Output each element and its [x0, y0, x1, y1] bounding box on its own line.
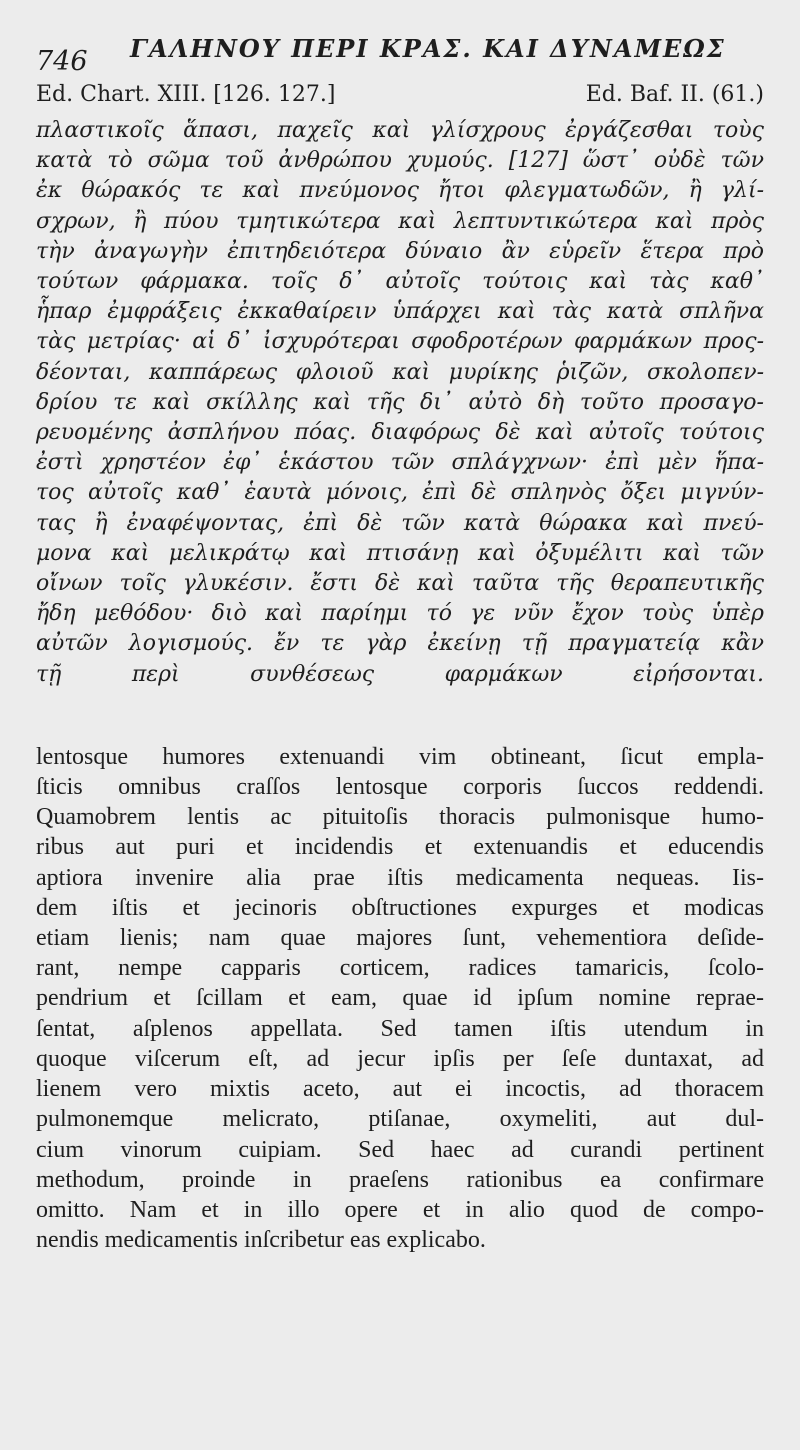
latin-text-line: etiam lienis; nam quae majores ſunt, vehementiora deſide-: [36, 925, 764, 952]
latin-text-line: ſticis omnibus craſſos lentosque corporis ſuccos reddendi.: [36, 774, 764, 801]
latin-text-line: aptiora invenire alia prae iſtis medicamenta nequeas. Iis-: [36, 864, 764, 891]
greek-text-line: ρευομένης ἀσπλήνου πόας. διαφόρως δὲ καὶ αὐτοῖς τούτοις: [36, 420, 764, 446]
greek-text-line: πλαστικοῖς ἅπασι, παχεῖς καὶ γλίσχρους ἐργάζεσθαι τοὺς: [36, 118, 764, 143]
edition-references: [36, 82, 764, 112]
greek-text-line: ἧπαρ ἐμφράξεις ἐκκαθαίρειν ὑπάρχει καὶ τὰς κατὰ σπλῆνα: [36, 299, 764, 325]
greek-text-line: τος αὐτοῖς καθ᾽ ἑαυτὰ μόνοις, ἐπὶ δὲ σπληνὸς ὄξει μιγνύν-: [36, 480, 764, 506]
greek-text-line: κατὰ τὸ σῶμα τοῦ ἀνθρώπου χυμούς. [127] ὥστ᾽ οὐδὲ τῶν: [36, 148, 764, 174]
greek-text-line: ἤδη μεθόδου· διὸ καὶ παρίημι τό γε νῦν ἔχον τοὺς ὑπὲρ: [36, 601, 764, 627]
greek-text-line: τας ἢ ἐναφέψοντας, ἐπὶ δὲ τῶν κατὰ θώρακα καὶ πνεύ-: [36, 510, 764, 536]
latin-text-line: omitto. Nam et in illo opere et in alio quod de compo-: [36, 1196, 764, 1223]
greek-text-line: τῇ περὶ συνθέσεως φαρμάκων εἰρήσονται.: [36, 661, 764, 687]
latin-text-line: ſentat, aſplenos appellata. Sed tamen iſtis utendum in: [36, 1015, 764, 1042]
greek-text-line: δρίου τε καὶ σκίλλης καὶ τῆς δι᾽ αὐτὸ δὴ τοῦτο προσαγο-: [36, 389, 764, 415]
greek-text-line: δέονται, καππάρεως φλοιοῦ καὶ μυρίκης ῥιζῶν, σκολοπεν-: [36, 359, 764, 385]
greek-text-line: ἐστὶ χρηστέον ἐφ᾽ ἑκάστου τῶν σπλάγχνων· ἐπὶ μὲν ἥπα-: [36, 450, 764, 476]
latin-text-line: rant, nempe capparis corticem, radices tamaricis, ſcolo-: [36, 955, 764, 982]
latin-text-block: [36, 742, 764, 1255]
greek-text-line: οἴνων τοῖς γλυκέσιν. ἔστι δὲ καὶ ταῦτα τῆς θεραπευτικῆς: [36, 571, 764, 597]
latin-text-line: Quamobrem lentis ac pituitoſis thoracis pulmonisque humo-: [36, 804, 764, 831]
greek-text-line: ἐκ θώρακός τε καὶ πνεύμονος ἤτοι φλεγματωδῶν, ἢ γλί-: [36, 178, 764, 204]
edition-basel-reference: Ed. Baf. II. (61.): [585, 82, 764, 107]
latin-text-line: pendrium et ſcillam et eam, quae id ipſum nomine repraе-: [36, 985, 764, 1012]
page-number: 746: [36, 46, 88, 77]
greek-text-line: σχρων, ἢ πύου τμητικώτερα καὶ λεπτυντικώτερα καὶ πρὸς: [36, 208, 764, 234]
page-header: [36, 34, 764, 78]
latin-text-line: dem iſtis et jecinoris obſtructiones expurges et modicas: [36, 894, 764, 921]
edition-chart-reference: Ed. Chart. XIII. [126. 127.]: [36, 82, 336, 107]
greek-text-line: τὴν ἀναγωγὴν ἐπιτηδειότερα δύναιο ἂν εὑρεῖν ἕτερα πρὸ: [36, 238, 764, 264]
latin-text-line: cium vinorum cuipiam. Sed haec ad curandi pertinent: [36, 1136, 764, 1163]
latin-text-line: ribus aut puri et incidendis et extenuandis et educendis: [36, 834, 764, 861]
latin-text-line: lienem vero mixtis aceto, aut ei incoctis, ad thoracem: [36, 1076, 764, 1103]
running-title: ΓΑΛΗΝΟΥ ΠΕΡΙ ΚΡΑΣ. ΚΑΙ ΔΥΝΑΜΕΩΣ: [130, 34, 726, 63]
greek-text-line: τούτων φάρμακα. τοῖς δ᾽ αὐτοῖς τούτοις καὶ τὰς καθ᾽: [36, 269, 764, 295]
greek-text-line: μονα καὶ μελικράτῳ καὶ πτισάνῃ καὶ ὀξυμέλιτι καὶ τῶν: [36, 540, 764, 566]
greek-text-line: αὐτῶν λογισμούς. ἔν τε γὰρ ἐκείνῃ τῇ πραγματείᾳ κἂν: [36, 631, 764, 657]
latin-text-line: lentosque humores extenuandi vim obtineant, ſicut empla-: [36, 743, 764, 770]
latin-text-line: quoque viſcerum eſt, ad jecur ipſis per ſeſe duntaxat, ad: [36, 1045, 764, 1072]
latin-text-line: pulmonemque melicrato, ptiſanae, oxymeliti, aut dul-: [36, 1106, 764, 1133]
latin-text-line: methodum, proinde in praeſens rationibus ea confirmare: [36, 1166, 764, 1193]
latin-text-line: nendis medicamentis inſcribetur eas explicabo.: [36, 1227, 486, 1254]
greek-text-line: τὰς μετρίας· αἱ δ᾽ ἰσχυρότεραι σφοδροτέρων φαρμάκων προς-: [36, 329, 764, 355]
greek-text-block: [36, 116, 764, 690]
